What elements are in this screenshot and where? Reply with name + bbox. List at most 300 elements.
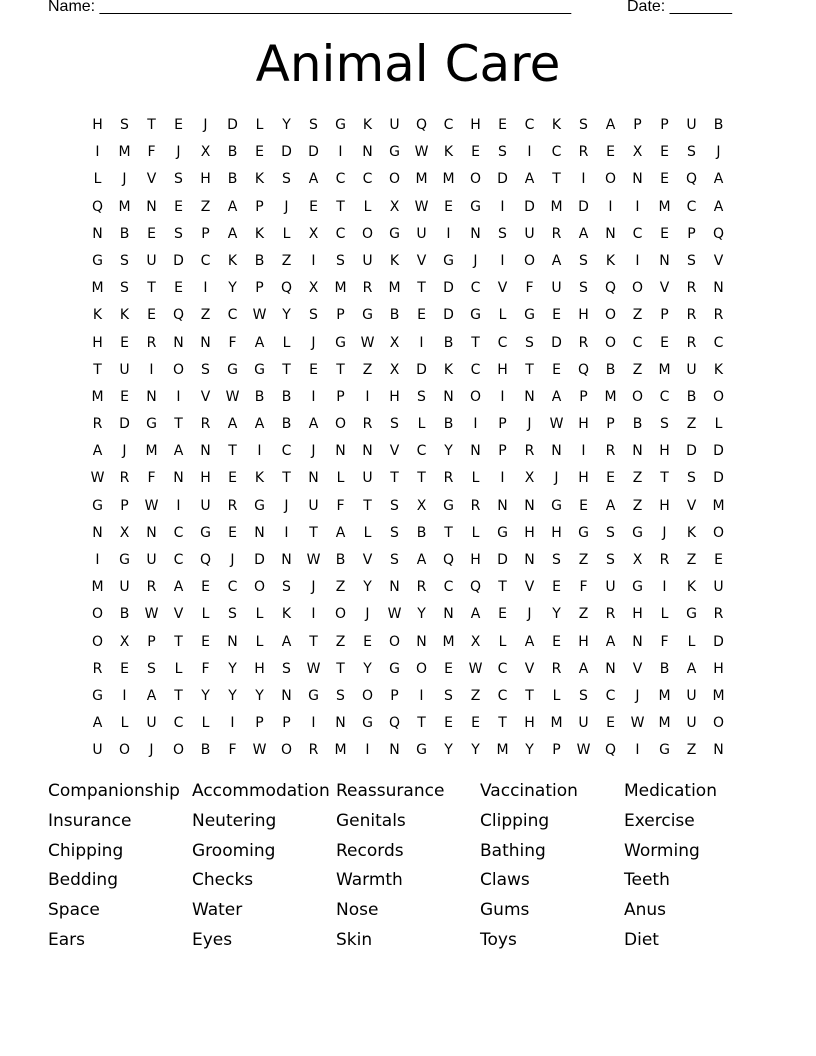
grid-letter[interactable]: S <box>552 552 561 568</box>
grid-letter[interactable]: N <box>335 443 346 460</box>
grid-letter[interactable]: L <box>471 524 480 541</box>
grid-letter[interactable]: A <box>713 198 724 215</box>
grid-letter[interactable]: R <box>578 334 589 351</box>
grid-letter[interactable]: D <box>308 144 319 161</box>
grid-letter[interactable]: G <box>362 715 373 732</box>
name-field-label[interactable]: Name: _____________________________________________________ <box>48 0 572 15</box>
grid-letter[interactable]: X <box>119 633 130 650</box>
grid-letter[interactable]: I <box>635 198 640 215</box>
grid-letter[interactable]: M <box>658 687 671 704</box>
grid-letter[interactable]: L <box>255 633 264 650</box>
grid-letter[interactable]: K <box>443 361 454 378</box>
grid-letter[interactable]: U <box>119 579 130 596</box>
grid-letter[interactable]: I <box>446 225 451 242</box>
grid-letter[interactable]: K <box>713 361 724 378</box>
grid-letter[interactable]: S <box>120 117 129 133</box>
grid-letter[interactable]: O <box>712 524 725 541</box>
grid-letter[interactable]: L <box>174 660 183 677</box>
grid-letter[interactable]: U <box>200 497 211 514</box>
grid-letter[interactable]: Z <box>335 579 346 596</box>
grid-letter[interactable]: O <box>415 660 428 677</box>
grid-letter[interactable]: B <box>335 552 346 568</box>
grid-letter[interactable]: S <box>120 252 129 269</box>
grid-letter[interactable]: M <box>496 742 509 759</box>
grid-letter[interactable]: Q <box>712 225 725 242</box>
grid-letter[interactable]: C <box>173 524 184 541</box>
grid-letter[interactable]: N <box>92 524 103 541</box>
grid-letter[interactable]: I <box>581 443 586 460</box>
grid-letter[interactable]: B <box>119 225 130 242</box>
grid-letter[interactable]: H <box>659 497 670 514</box>
grid-letter[interactable]: C <box>173 715 184 732</box>
grid-letter[interactable]: B <box>416 524 427 541</box>
grid-letter[interactable]: Y <box>444 742 453 759</box>
grid-letter[interactable]: N <box>389 579 400 596</box>
grid-letter[interactable]: V <box>497 280 508 297</box>
grid-letter[interactable]: L <box>498 633 507 650</box>
grid-letter[interactable]: T <box>471 334 480 351</box>
grid-letter[interactable]: Q <box>604 742 617 759</box>
grid-letter[interactable]: N <box>281 552 292 568</box>
grid-letter[interactable]: B <box>254 252 265 269</box>
grid-letter[interactable]: B <box>119 606 130 623</box>
grid-letter[interactable]: F <box>147 144 156 161</box>
grid-letter[interactable]: H <box>92 117 103 133</box>
grid-letter[interactable]: B <box>254 388 265 405</box>
grid-letter[interactable]: S <box>282 171 291 188</box>
grid-letter[interactable]: K <box>119 307 130 324</box>
grid-letter[interactable]: N <box>200 443 211 460</box>
grid-letter[interactable]: C <box>200 252 211 269</box>
grid-letter[interactable]: F <box>228 334 237 351</box>
grid-letter[interactable]: N <box>713 280 724 297</box>
grid-letter[interactable]: W <box>549 416 564 433</box>
grid-letter[interactable]: R <box>470 497 481 514</box>
grid-letter[interactable]: A <box>308 171 319 188</box>
grid-letter[interactable]: P <box>498 443 507 460</box>
grid-letter[interactable]: Z <box>686 742 697 759</box>
grid-letter[interactable]: M <box>712 687 725 704</box>
grid-letter[interactable]: E <box>120 388 129 405</box>
grid-letter[interactable]: G <box>659 742 670 759</box>
grid-letter[interactable]: Q <box>577 361 590 378</box>
grid-letter[interactable]: S <box>174 225 183 242</box>
grid-letter[interactable]: Y <box>444 443 453 460</box>
grid-letter[interactable]: L <box>363 524 372 541</box>
grid-letter[interactable]: Y <box>552 606 561 623</box>
grid-letter[interactable]: N <box>362 144 373 161</box>
grid-letter[interactable]: N <box>605 225 616 242</box>
grid-letter[interactable]: I <box>500 388 505 405</box>
grid-letter[interactable]: X <box>632 552 643 568</box>
grid-letter[interactable]: S <box>120 280 129 297</box>
grid-letter[interactable]: O <box>388 171 401 188</box>
grid-letter[interactable]: M <box>118 198 131 215</box>
grid-letter[interactable]: Y <box>282 117 291 133</box>
grid-letter[interactable]: O <box>469 171 482 188</box>
grid-letter[interactable]: S <box>174 171 183 188</box>
grid-letter[interactable]: Q <box>280 280 293 297</box>
grid-letter[interactable]: D <box>173 252 184 269</box>
grid-letter[interactable]: S <box>336 687 345 704</box>
grid-letter[interactable]: R <box>578 144 589 161</box>
grid-letter[interactable]: A <box>146 687 157 704</box>
grid-letter[interactable]: Q <box>415 117 428 133</box>
grid-letter[interactable]: T <box>228 443 237 460</box>
grid-letter[interactable]: E <box>417 307 426 324</box>
grid-letter[interactable]: G <box>470 198 481 215</box>
grid-letter[interactable]: S <box>687 144 696 161</box>
grid-letter[interactable]: N <box>470 443 481 460</box>
grid-letter[interactable]: L <box>687 633 696 650</box>
grid-letter[interactable]: T <box>309 633 318 650</box>
grid-letter[interactable]: G <box>578 524 589 541</box>
grid-letter[interactable]: A <box>227 225 238 242</box>
grid-letter[interactable]: D <box>686 443 697 460</box>
grid-letter[interactable]: S <box>687 470 696 487</box>
grid-letter[interactable]: E <box>552 579 561 596</box>
grid-letter[interactable]: D <box>578 198 589 215</box>
grid-letter[interactable]: H <box>551 524 562 541</box>
grid-letter[interactable]: B <box>632 416 643 433</box>
grid-letter[interactable]: E <box>255 144 264 161</box>
grid-letter[interactable]: N <box>335 715 346 732</box>
grid-letter[interactable]: F <box>228 742 237 759</box>
grid-letter[interactable]: X <box>389 334 400 351</box>
grid-letter[interactable]: M <box>604 388 617 405</box>
grid-letter[interactable]: P <box>255 715 264 732</box>
grid-letter[interactable]: F <box>660 633 669 650</box>
grid-letter[interactable]: R <box>686 280 697 297</box>
grid-letter[interactable]: C <box>227 307 238 324</box>
grid-letter[interactable]: D <box>416 361 427 378</box>
grid-letter[interactable]: R <box>92 660 103 677</box>
grid-letter[interactable]: K <box>92 307 103 324</box>
grid-letter[interactable]: C <box>713 334 724 351</box>
grid-letter[interactable]: I <box>311 606 316 623</box>
grid-letter[interactable]: B <box>200 742 211 759</box>
grid-letter[interactable]: B <box>659 660 670 677</box>
grid-letter[interactable]: W <box>144 606 159 623</box>
grid-letter[interactable]: T <box>336 198 345 215</box>
grid-letter[interactable]: X <box>524 470 535 487</box>
grid-letter[interactable]: P <box>660 307 669 324</box>
grid-letter[interactable]: Q <box>685 171 698 188</box>
grid-letter[interactable]: R <box>686 307 697 324</box>
grid-letter[interactable]: P <box>147 633 156 650</box>
grid-letter[interactable]: R <box>605 443 616 460</box>
grid-letter[interactable]: R <box>119 470 130 487</box>
grid-letter[interactable]: U <box>389 117 400 133</box>
grid-letter[interactable]: K <box>254 470 265 487</box>
grid-letter[interactable]: O <box>334 606 347 623</box>
grid-letter[interactable]: G <box>632 579 643 596</box>
grid-letter[interactable]: Q <box>469 579 482 596</box>
grid-letter[interactable]: T <box>390 470 399 487</box>
grid-letter[interactable]: N <box>632 633 643 650</box>
grid-letter[interactable]: N <box>470 225 481 242</box>
grid-letter[interactable]: K <box>686 579 697 596</box>
grid-letter[interactable]: G <box>497 524 508 541</box>
grid-letter[interactable]: C <box>335 225 346 242</box>
grid-letter[interactable]: D <box>551 334 562 351</box>
grid-letter[interactable]: I <box>311 252 316 269</box>
grid-letter[interactable]: V <box>389 443 400 460</box>
grid-letter[interactable]: Y <box>471 742 480 759</box>
grid-letter[interactable]: B <box>389 307 400 324</box>
grid-letter[interactable]: D <box>497 552 508 568</box>
grid-letter[interactable]: H <box>713 660 724 677</box>
grid-letter[interactable]: J <box>473 252 478 269</box>
grid-letter[interactable]: I <box>419 334 424 351</box>
grid-letter[interactable]: M <box>658 198 671 215</box>
grid-letter[interactable]: G <box>335 117 346 133</box>
grid-letter[interactable]: U <box>686 715 697 732</box>
grid-letter[interactable]: C <box>173 552 184 568</box>
grid-letter[interactable]: F <box>336 497 345 514</box>
grid-letter[interactable]: R <box>713 307 724 324</box>
grid-letter[interactable]: B <box>281 416 292 433</box>
grid-letter[interactable]: Y <box>255 687 264 704</box>
grid-letter[interactable]: S <box>336 252 345 269</box>
grid-letter[interactable]: I <box>527 144 532 161</box>
grid-letter[interactable]: N <box>254 524 265 541</box>
grid-letter[interactable]: K <box>389 252 400 269</box>
grid-letter[interactable]: S <box>390 416 399 433</box>
grid-letter[interactable]: Q <box>199 552 212 568</box>
grid-letter[interactable]: I <box>365 388 370 405</box>
grid-letter[interactable]: E <box>471 715 480 732</box>
grid-letter[interactable]: D <box>119 416 130 433</box>
grid-letter[interactable]: E <box>444 198 453 215</box>
grid-letter[interactable]: T <box>309 524 318 541</box>
grid-letter[interactable]: T <box>336 361 345 378</box>
grid-letter[interactable]: J <box>635 687 640 704</box>
grid-letter[interactable]: E <box>660 334 669 351</box>
grid-letter[interactable]: T <box>525 687 534 704</box>
grid-letter[interactable]: D <box>497 171 508 188</box>
grid-letter[interactable]: H <box>524 524 535 541</box>
grid-letter[interactable]: V <box>524 660 535 677</box>
grid-letter[interactable]: E <box>120 660 129 677</box>
grid-letter[interactable]: U <box>119 361 130 378</box>
grid-letter[interactable]: Z <box>200 198 211 215</box>
grid-letter[interactable]: O <box>523 252 536 269</box>
grid-letter[interactable]: N <box>524 552 535 568</box>
grid-letter[interactable]: G <box>686 606 697 623</box>
grid-letter[interactable]: E <box>579 497 588 514</box>
grid-letter[interactable]: Z <box>686 552 697 568</box>
grid-letter[interactable]: G <box>362 307 373 324</box>
grid-letter[interactable]: I <box>473 416 478 433</box>
grid-letter[interactable]: E <box>201 579 210 596</box>
grid-letter[interactable]: B <box>227 171 238 188</box>
grid-letter[interactable]: W <box>630 715 645 732</box>
grid-letter[interactable]: T <box>282 361 291 378</box>
grid-letter[interactable]: N <box>146 524 157 541</box>
grid-letter[interactable]: S <box>390 552 399 568</box>
grid-letter[interactable]: C <box>470 361 481 378</box>
grid-letter[interactable]: M <box>550 198 563 215</box>
grid-letter[interactable]: F <box>579 579 588 596</box>
grid-letter[interactable]: M <box>91 388 104 405</box>
grid-letter[interactable]: O <box>253 579 266 596</box>
grid-letter[interactable]: P <box>336 388 345 405</box>
grid-letter[interactable]: H <box>659 443 670 460</box>
grid-letter[interactable]: P <box>201 225 210 242</box>
grid-letter[interactable]: U <box>686 687 697 704</box>
grid-letter[interactable]: P <box>606 416 615 433</box>
grid-letter[interactable]: M <box>658 361 671 378</box>
grid-letter[interactable]: B <box>443 334 454 351</box>
grid-letter[interactable]: T <box>660 470 669 487</box>
grid-letter[interactable]: N <box>605 660 616 677</box>
grid-letter[interactable]: C <box>551 144 562 161</box>
grid-letter[interactable]: T <box>282 470 291 487</box>
grid-letter[interactable]: E <box>147 225 156 242</box>
grid-letter[interactable]: N <box>443 606 454 623</box>
grid-letter[interactable]: B <box>227 144 238 161</box>
grid-letter[interactable]: C <box>659 388 670 405</box>
grid-letter[interactable]: U <box>578 715 589 732</box>
grid-letter[interactable]: T <box>363 497 372 514</box>
grid-letter[interactable]: A <box>713 171 724 188</box>
grid-letter[interactable]: Z <box>362 361 373 378</box>
grid-letter[interactable]: D <box>254 552 265 568</box>
grid-letter[interactable]: H <box>578 633 589 650</box>
grid-letter[interactable]: R <box>92 416 103 433</box>
grid-letter[interactable]: R <box>605 606 616 623</box>
grid-letter[interactable]: S <box>444 687 453 704</box>
grid-letter[interactable]: J <box>230 552 235 568</box>
grid-letter[interactable]: N <box>281 687 292 704</box>
grid-letter[interactable]: S <box>282 660 291 677</box>
grid-letter[interactable]: Q <box>388 715 401 732</box>
grid-letter[interactable]: W <box>468 660 483 677</box>
grid-letter[interactable]: V <box>524 579 535 596</box>
grid-letter[interactable]: V <box>362 552 373 568</box>
grid-letter[interactable]: R <box>362 416 373 433</box>
grid-letter[interactable]: T <box>147 280 156 297</box>
grid-letter[interactable]: I <box>203 280 208 297</box>
grid-letter[interactable]: E <box>444 715 453 732</box>
grid-letter[interactable]: O <box>118 742 131 759</box>
grid-letter[interactable]: E <box>201 633 210 650</box>
grid-letter[interactable]: R <box>416 579 427 596</box>
grid-letter[interactable]: C <box>470 280 481 297</box>
grid-letter[interactable]: Z <box>200 307 211 324</box>
grid-letter[interactable]: Q <box>91 198 104 215</box>
grid-letter[interactable]: A <box>551 252 562 269</box>
grid-letter[interactable]: C <box>335 171 346 188</box>
grid-letter[interactable]: I <box>176 388 181 405</box>
grid-letter[interactable]: E <box>498 606 507 623</box>
grid-letter[interactable]: A <box>254 416 265 433</box>
grid-letter[interactable]: T <box>498 579 507 596</box>
grid-letter[interactable]: R <box>443 470 454 487</box>
grid-letter[interactable]: S <box>498 225 507 242</box>
grid-letter[interactable]: C <box>281 443 292 460</box>
grid-letter[interactable]: H <box>200 470 211 487</box>
grid-letter[interactable]: C <box>632 334 643 351</box>
grid-letter[interactable]: J <box>716 144 721 161</box>
grid-letter[interactable]: C <box>497 660 508 677</box>
grid-letter[interactable]: J <box>662 524 667 541</box>
grid-letter[interactable]: G <box>335 334 346 351</box>
grid-letter[interactable]: J <box>311 443 316 460</box>
grid-letter[interactable]: U <box>551 280 562 297</box>
grid-letter[interactable]: E <box>147 307 156 324</box>
grid-letter[interactable]: D <box>443 280 454 297</box>
grid-letter[interactable]: G <box>443 497 454 514</box>
grid-letter[interactable]: N <box>200 334 211 351</box>
grid-letter[interactable]: H <box>200 171 211 188</box>
grid-letter[interactable]: T <box>417 470 426 487</box>
grid-letter[interactable]: I <box>365 742 370 759</box>
grid-letter[interactable]: A <box>524 633 535 650</box>
grid-letter[interactable]: L <box>201 715 210 732</box>
grid-letter[interactable]: O <box>631 388 644 405</box>
grid-letter[interactable]: R <box>200 416 211 433</box>
grid-letter[interactable]: J <box>365 606 370 623</box>
grid-letter[interactable]: J <box>554 470 559 487</box>
grid-letter[interactable]: D <box>443 307 454 324</box>
grid-letter[interactable]: E <box>363 633 372 650</box>
grid-letter[interactable]: L <box>714 416 723 433</box>
grid-letter[interactable]: G <box>92 252 103 269</box>
grid-letter[interactable]: R <box>308 742 319 759</box>
grid-letter[interactable]: K <box>443 144 454 161</box>
grid-letter[interactable]: G <box>254 361 265 378</box>
grid-letter[interactable]: G <box>524 307 535 324</box>
grid-letter[interactable]: R <box>362 280 373 297</box>
grid-letter[interactable]: C <box>686 198 697 215</box>
grid-letter[interactable]: R <box>713 606 724 623</box>
grid-letter[interactable]: A <box>227 198 238 215</box>
grid-letter[interactable]: N <box>551 443 562 460</box>
grid-letter[interactable]: W <box>252 307 267 324</box>
grid-letter[interactable]: J <box>176 144 181 161</box>
grid-letter[interactable]: U <box>362 470 373 487</box>
grid-letter[interactable]: A <box>605 633 616 650</box>
grid-letter[interactable]: E <box>660 225 669 242</box>
grid-letter[interactable]: A <box>254 334 265 351</box>
grid-letter[interactable]: P <box>687 225 696 242</box>
grid-letter[interactable]: U <box>686 361 697 378</box>
grid-letter[interactable]: L <box>282 225 291 242</box>
grid-letter[interactable]: R <box>227 497 238 514</box>
grid-letter[interactable]: X <box>389 198 400 215</box>
grid-letter[interactable]: O <box>361 687 374 704</box>
grid-letter[interactable]: W <box>576 742 591 759</box>
grid-letter[interactable]: K <box>686 524 697 541</box>
grid-letter[interactable]: X <box>389 361 400 378</box>
grid-letter[interactable]: G <box>632 524 643 541</box>
grid-letter[interactable]: S <box>147 660 156 677</box>
grid-letter[interactable]: C <box>524 117 535 133</box>
grid-letter[interactable]: G <box>254 497 265 514</box>
grid-letter[interactable]: G <box>443 252 454 269</box>
grid-letter[interactable]: V <box>659 280 670 297</box>
grid-letter[interactable]: T <box>174 416 183 433</box>
grid-letter[interactable]: N <box>443 388 454 405</box>
grid-letter[interactable]: O <box>280 742 293 759</box>
grid-letter[interactable]: A <box>92 443 103 460</box>
grid-letter[interactable]: R <box>146 579 157 596</box>
grid-letter[interactable]: L <box>120 715 129 732</box>
grid-letter[interactable]: I <box>95 552 100 568</box>
grid-letter[interactable]: N <box>173 470 184 487</box>
